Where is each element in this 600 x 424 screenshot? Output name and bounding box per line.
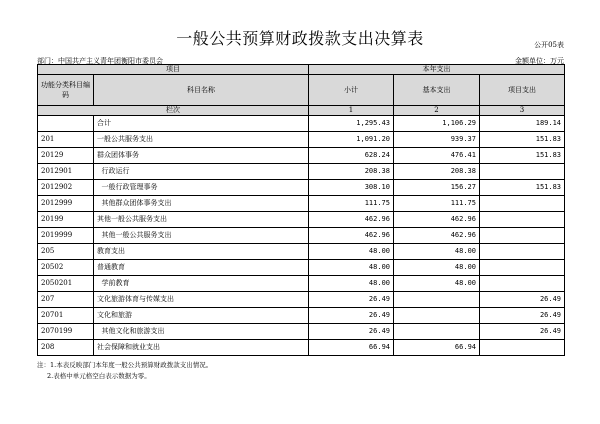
- row-name-cell: 群众团体事务: [94, 148, 309, 164]
- header-col2: 2: [394, 106, 480, 116]
- header-row-3: [38, 106, 565, 116]
- row-subtotal-cell: 462.96: [309, 212, 394, 228]
- row-basic-cell: 48.00: [394, 276, 480, 292]
- row-basic-cell: 156.27: [394, 180, 480, 196]
- row-project-cell: 26.49: [480, 324, 565, 340]
- row-code-cell: 2070199: [38, 324, 94, 340]
- table-row: [38, 180, 565, 196]
- table-row: [38, 132, 565, 148]
- row-basic-cell: [394, 324, 480, 340]
- row-name-cell: 社会保障和就业支出: [94, 340, 309, 356]
- row-project-cell: 151.83: [480, 132, 565, 148]
- row-project-cell: [480, 276, 565, 292]
- row-name-cell: 学前教育: [94, 276, 309, 292]
- row-subtotal-cell: 66.94: [309, 340, 394, 356]
- row-name-cell: 行政运行: [94, 164, 309, 180]
- row-project-cell: 151.83: [480, 148, 565, 164]
- row-code-cell: 2012901: [38, 164, 94, 180]
- form-code: 公开05表: [534, 41, 564, 49]
- department-label: 部门：中国共产主义青年团衡阳市委员会: [37, 57, 163, 65]
- header-basic: 基本支出: [394, 75, 480, 106]
- header-project: 项目: [38, 65, 309, 75]
- row-basic-cell: 939.37: [394, 132, 480, 148]
- row-basic-cell: 111.75: [394, 196, 480, 212]
- row-name-cell: 一般公共服务支出: [94, 132, 309, 148]
- row-code-cell: 20199: [38, 212, 94, 228]
- row-name-cell: 文化和旅游: [94, 308, 309, 324]
- header-current-year: 本年支出: [309, 65, 565, 75]
- note-2: 2.表格中单元格空白表示数据为零。: [47, 372, 151, 380]
- row-project-cell: [480, 212, 565, 228]
- row-code-cell: 207: [38, 292, 94, 308]
- row-subtotal-cell: 1,295.43: [309, 116, 394, 132]
- header-subject-name: 科目名称: [94, 75, 309, 106]
- row-code-cell: 205: [38, 244, 94, 260]
- header-column-no: 栏次: [38, 106, 309, 116]
- table-row: [38, 164, 565, 180]
- table-row: [38, 116, 565, 132]
- row-basic-cell: 462.96: [394, 212, 480, 228]
- row-project-cell: 26.49: [480, 292, 565, 308]
- row-basic-cell: 208.38: [394, 164, 480, 180]
- row-basic-cell: [394, 308, 480, 324]
- header-col3: 3: [480, 106, 565, 116]
- table-row: [38, 324, 565, 340]
- row-name-cell: 其他文化和旅游支出: [94, 324, 309, 340]
- expenditure-table: [37, 64, 565, 356]
- unit-label: 金额单位：万元: [515, 57, 564, 65]
- header-col1: 1: [309, 106, 394, 116]
- row-subtotal-cell: 26.49: [309, 308, 394, 324]
- row-basic-cell: [394, 292, 480, 308]
- table-row: [38, 308, 565, 324]
- row-code-cell: 2019999: [38, 228, 94, 244]
- row-project-cell: [480, 196, 565, 212]
- row-project-cell: [480, 164, 565, 180]
- row-project-cell: [480, 340, 565, 356]
- row-name-cell: 合计: [94, 116, 309, 132]
- row-subtotal-cell: 208.38: [309, 164, 394, 180]
- row-project-cell: [480, 260, 565, 276]
- row-name-cell: 教育支出: [94, 244, 309, 260]
- header-row-1: [38, 65, 565, 75]
- row-code-cell: 201: [38, 132, 94, 148]
- row-basic-cell: 48.00: [394, 260, 480, 276]
- header-func-code: 功能分类科目编码: [38, 75, 94, 106]
- row-name-cell: 文化旅游体育与传媒支出: [94, 292, 309, 308]
- row-project-cell: [480, 244, 565, 260]
- table-row: [38, 244, 565, 260]
- row-project-cell: 26.49: [480, 308, 565, 324]
- report-title: 一般公共预算财政拨款支出决算表: [176, 29, 424, 48]
- row-code-cell: 2050201: [38, 276, 94, 292]
- table-row: [38, 276, 565, 292]
- row-name-cell: 一般行政管理事务: [94, 180, 309, 196]
- row-subtotal-cell: 48.00: [309, 276, 394, 292]
- row-code-cell: 2012902: [38, 180, 94, 196]
- row-code-cell: 208: [38, 340, 94, 356]
- row-subtotal-cell: 26.49: [309, 292, 394, 308]
- header-subtotal: 小计: [309, 75, 394, 106]
- row-subtotal-cell: 1,091.20: [309, 132, 394, 148]
- row-subtotal-cell: 48.00: [309, 260, 394, 276]
- row-subtotal-cell: 308.10: [309, 180, 394, 196]
- row-basic-cell: 66.94: [394, 340, 480, 356]
- header-row-2: [38, 75, 565, 106]
- row-subtotal-cell: 26.49: [309, 324, 394, 340]
- table-row: [38, 148, 565, 164]
- table-row: [38, 340, 565, 356]
- table-row: [38, 196, 565, 212]
- row-project-cell: [480, 228, 565, 244]
- row-basic-cell: 1,106.29: [394, 116, 480, 132]
- row-project-cell: 189.14: [480, 116, 565, 132]
- row-code-cell: 20129: [38, 148, 94, 164]
- table-row: [38, 260, 565, 276]
- row-code-cell: 2012999: [38, 196, 94, 212]
- row-basic-cell: 48.00: [394, 244, 480, 260]
- row-subtotal-cell: 628.24: [309, 148, 394, 164]
- row-subtotal-cell: 48.00: [309, 244, 394, 260]
- row-code-cell: 20502: [38, 260, 94, 276]
- table-row: [38, 228, 565, 244]
- note-1: 注：1.本表反映部门本年度一般公共预算财政拨款支出情况。: [37, 361, 213, 369]
- notes: [37, 360, 212, 382]
- row-name-cell: 普通教育: [94, 260, 309, 276]
- row-name-cell: 其他一般公共服务支出: [94, 228, 309, 244]
- row-name-cell: 其他群众团体事务支出: [94, 196, 309, 212]
- table-row: [38, 292, 565, 308]
- row-subtotal-cell: 462.96: [309, 228, 394, 244]
- row-basic-cell: 462.96: [394, 228, 480, 244]
- row-project-cell: 151.83: [480, 180, 565, 196]
- row-basic-cell: 476.41: [394, 148, 480, 164]
- row-subtotal-cell: 111.75: [309, 196, 394, 212]
- row-code-cell: 20701: [38, 308, 94, 324]
- row-code-cell: [38, 116, 94, 132]
- header-project-exp: 项目支出: [480, 75, 565, 106]
- table-row: [38, 212, 565, 228]
- row-name-cell: 其他一般公共服务支出: [94, 212, 309, 228]
